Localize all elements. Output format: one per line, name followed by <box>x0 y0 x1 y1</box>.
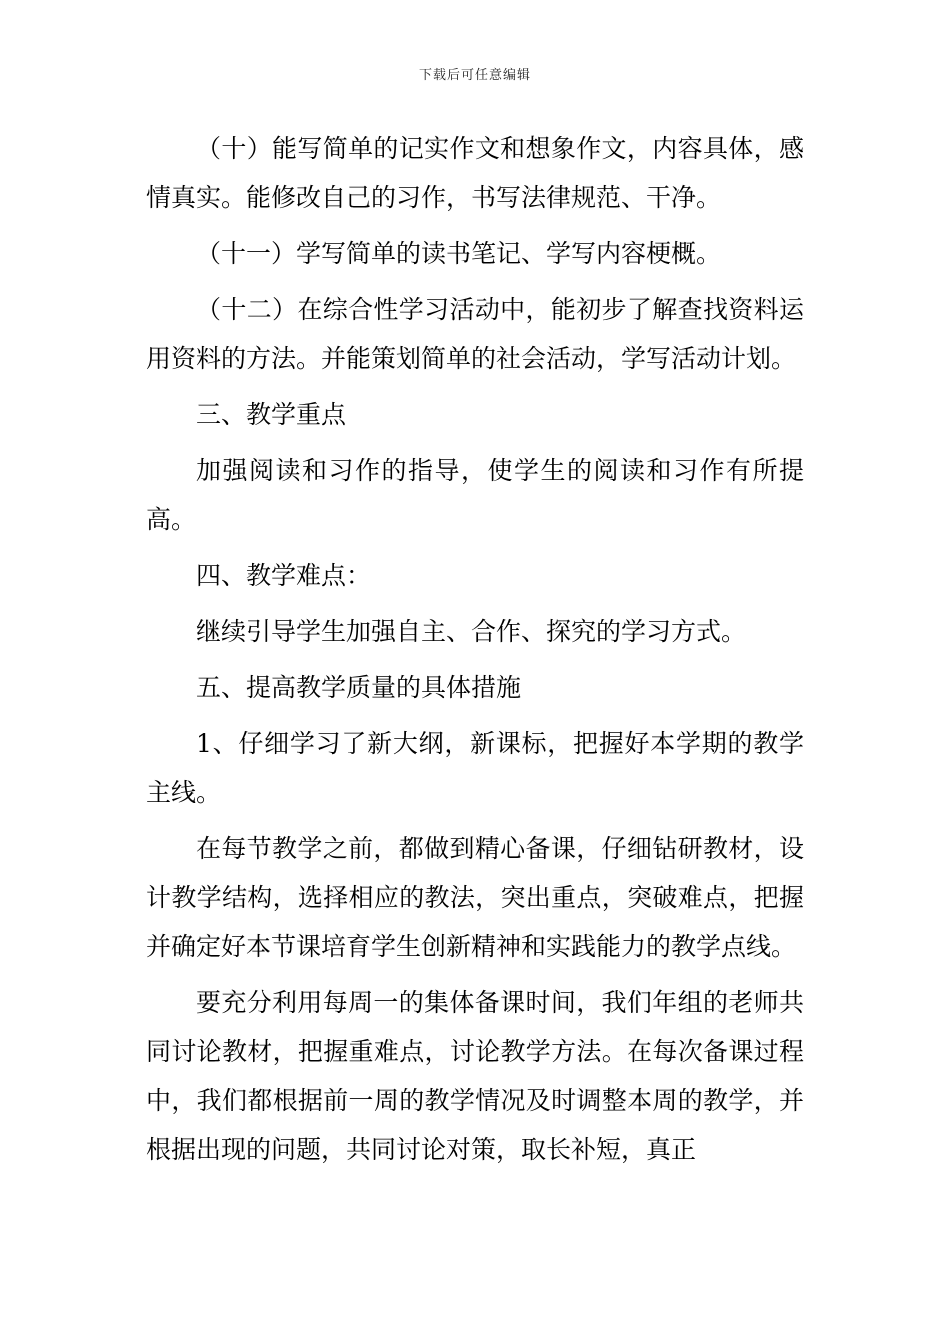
page-header: 下载后可任意编辑 <box>418 68 531 83</box>
paragraph-1: （十）能写简单的记实作文和想象作文，内容具体，感情真实。能修改自己的习作，书写法律规范、干净。 <box>146 134 804 212</box>
paragraph-5: 加强阅读和习作的指导，使学生的阅读和习作有所提高。 <box>146 456 804 534</box>
section-heading-teaching-focus: 三、教学重点 <box>196 400 347 429</box>
paragraph-2: （十一）学写简单的读书笔记、学写内容梗概。 <box>196 239 722 268</box>
paragraph-7: 继续引导学生加强自主、合作、探究的学习方式。 <box>196 617 747 646</box>
paragraph-10: 在每节教学之前，都做到精心备课，仔细钻研教材，设计教学结构，选择相应的教法，突出重点，突破难点，把握并确定好本节课培育学生创新精神和实践能力的教学点线。 <box>146 834 804 961</box>
document-body <box>146 124 804 1181</box>
paragraph-11: 要充分利用每周一的集体备课时间，我们年组的老师共同讨论教材，把握重难点，讨论教学方法。在每次备课过程中，我们都根据前一周的教学情况及时调整本周的教学，并根据出现的问题，共同讨论对策，取长补短，真正 <box>146 988 804 1164</box>
paragraph-9: 1、仔细学习了新大纲，新课标，把握好本学期的教学主线。 <box>146 729 804 807</box>
section-heading-teaching-difficulty: 四、教学难点： <box>196 561 372 590</box>
section-heading-measures: 五、提高教学质量的具体措施 <box>196 673 522 702</box>
paragraph-3: （十二）在综合性学习活动中，能初步了解查找资料运用资料的方法。并能策划简单的社会活动，学写活动计划。 <box>146 295 804 373</box>
